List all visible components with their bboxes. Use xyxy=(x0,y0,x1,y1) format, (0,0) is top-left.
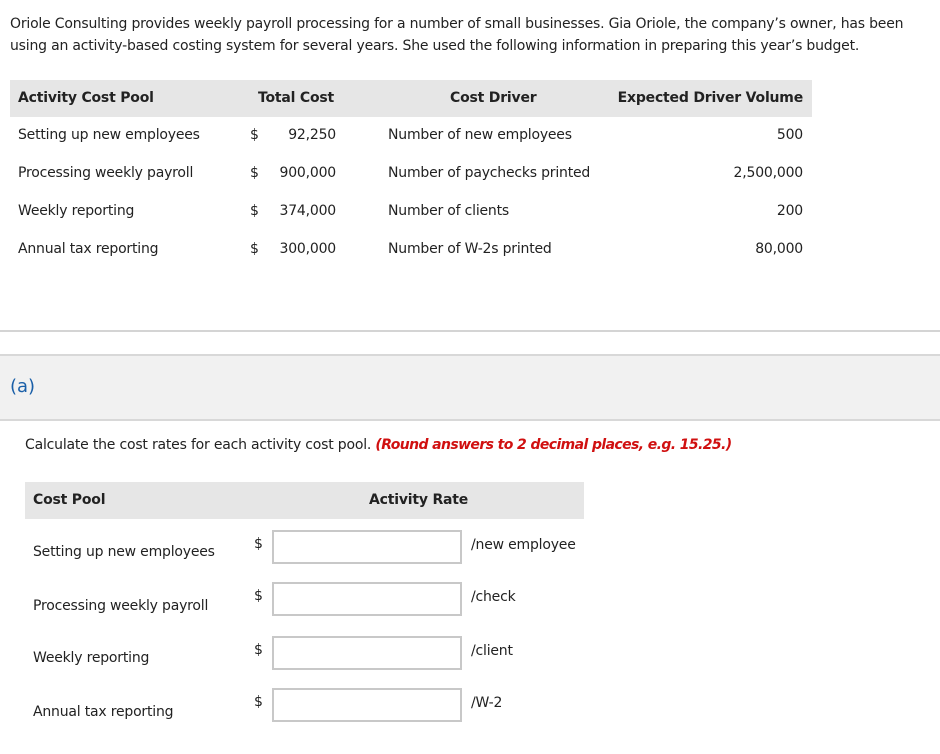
currency-sign: $ xyxy=(254,694,263,710)
activity-cost-table-header xyxy=(10,80,812,117)
header-activity-cost-pool: Activity Cost Pool xyxy=(18,90,154,106)
total-cost-value: 300,000 xyxy=(279,241,336,257)
pool-name: Weekly reporting xyxy=(18,203,135,219)
driver-volume-value: 2,500,000 xyxy=(733,165,803,181)
cost-pool-label: Annual tax reporting xyxy=(33,704,174,720)
cost-driver-name: Number of new employees xyxy=(388,127,572,143)
instructions-text: Calculate the cost rates for each activity cost pool. xyxy=(25,437,376,453)
rate-input-clients[interactable] xyxy=(272,636,462,670)
currency-sign: $ xyxy=(254,536,263,552)
currency-sign: $ xyxy=(250,203,259,219)
rate-input-w2s[interactable] xyxy=(272,688,462,722)
rate-input-paychecks[interactable] xyxy=(272,582,462,616)
part-header-band xyxy=(0,354,940,421)
driver-volume-value: 500 xyxy=(776,127,803,143)
rate-unit-label: /check xyxy=(471,589,516,605)
table-row xyxy=(10,117,812,155)
cost-driver-name: Number of paychecks printed xyxy=(388,165,591,181)
rate-input-new-employees[interactable] xyxy=(272,530,462,564)
total-cost-value: 900,000 xyxy=(279,165,336,181)
header-activity-rate: Activity Rate xyxy=(369,492,469,508)
pool-name: Annual tax reporting xyxy=(18,241,159,257)
section-divider xyxy=(0,330,940,332)
table-row xyxy=(10,193,812,231)
cost-driver-name: Number of W-2s printed xyxy=(388,241,552,257)
currency-sign: $ xyxy=(254,588,263,604)
currency-sign: $ xyxy=(250,165,259,181)
total-cost-value: 92,250 xyxy=(288,127,336,143)
rate-row-annual-tax-reporting xyxy=(0,688,940,728)
currency-sign: $ xyxy=(250,127,259,143)
rounding-hint: (Round answers to 2 decimal places, e.g. 15.25.) xyxy=(375,437,732,453)
activity-cost-table xyxy=(10,80,812,269)
header-expected-driver-volume: Expected Driver Volume xyxy=(617,90,803,106)
rate-row-processing-weekly-payroll xyxy=(0,582,940,622)
header-total-cost: Total Cost xyxy=(258,90,335,106)
rate-unit-label: /W-2 xyxy=(471,695,503,711)
rate-row-weekly-reporting xyxy=(0,636,940,676)
header-cost-pool: Cost Pool xyxy=(33,492,106,508)
pool-name: Processing weekly payroll xyxy=(18,165,194,181)
table-row xyxy=(10,231,812,269)
part-label: (a) xyxy=(10,376,36,397)
pool-name: Setting up new employees xyxy=(18,127,200,143)
driver-volume-value: 200 xyxy=(776,203,803,219)
cost-pool-label: Weekly reporting xyxy=(33,650,150,666)
header-cost-driver: Cost Driver xyxy=(450,90,537,106)
rate-unit-label: /new employee xyxy=(471,537,576,553)
intro-paragraph: Oriole Consulting provides weekly payroll processing for a number of small businesses. Gia Oriole, the company’s owner, has been using an activity-based costing system for several years. She used the following information in preparing this year’s budget. xyxy=(10,16,904,54)
activity-rate-table-header xyxy=(25,482,584,519)
currency-sign: $ xyxy=(250,241,259,257)
cost-pool-label: Processing weekly payroll xyxy=(33,598,209,614)
total-cost-value: 374,000 xyxy=(279,203,336,219)
rate-row-setting-up-new-employees xyxy=(0,530,940,570)
instructions xyxy=(25,437,732,453)
cost-pool-label: Setting up new employees xyxy=(33,544,215,560)
cost-driver-name: Number of clients xyxy=(388,203,509,219)
currency-sign: $ xyxy=(254,642,263,658)
driver-volume-value: 80,000 xyxy=(755,241,803,257)
rate-unit-label: /client xyxy=(471,643,513,659)
table-row xyxy=(10,155,812,193)
